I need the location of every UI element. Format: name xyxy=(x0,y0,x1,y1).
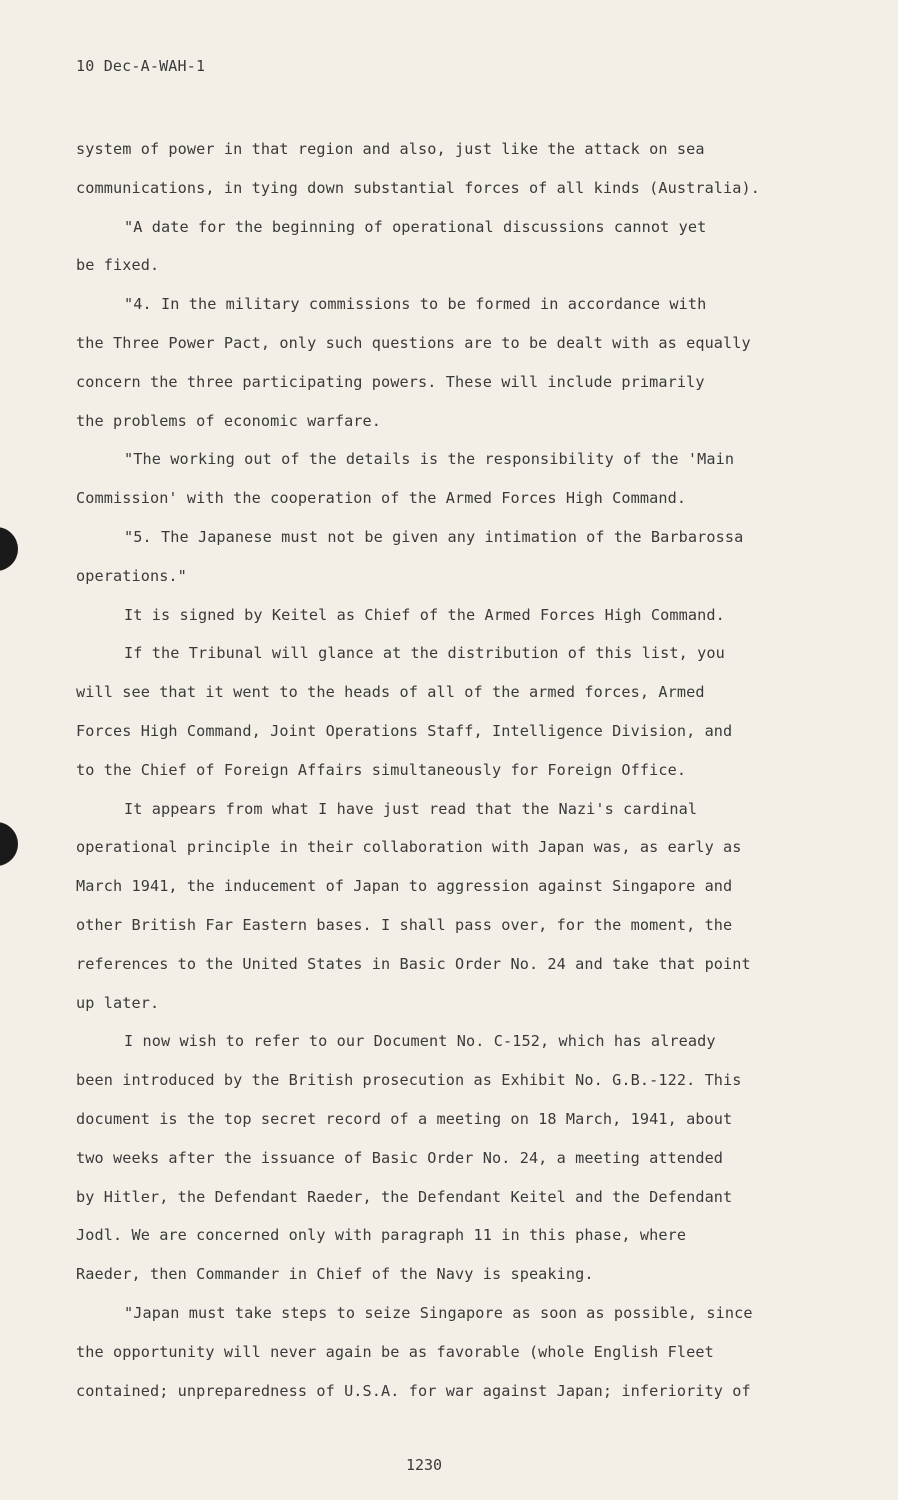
text-line: two weeks after the issuance of Basic Order No. 24, a meeting attended xyxy=(76,1148,724,1167)
text-line: been introduced by the British prosecution as Exhibit No. G.B.-122. This xyxy=(76,1071,742,1090)
text-line: the problems of economic warfare. xyxy=(76,411,382,430)
text-line: "A date for the beginning of operational discussions cannot yet xyxy=(124,217,707,236)
text-line: Forces High Command, Joint Operations Staff, Intelligence Division, and xyxy=(76,721,733,740)
text-line: references to the United States in Basic Order No. 24 and take that point xyxy=(76,954,751,973)
text-line: Commission' with the cooperation of the Armed Forces High Command. xyxy=(76,489,687,508)
text-line: Raeder, then Commander in Chief of the Navy is speaking. xyxy=(76,1265,594,1284)
text-line: to the Chief of Foreign Affairs simultaneously for Foreign Office. xyxy=(76,760,687,779)
text-line: contained; unpreparedness of U.S.A. for war against Japan; inferiority of xyxy=(76,1381,751,1400)
text-line: be fixed. xyxy=(76,256,160,275)
text-line: other British Far Eastern bases. I shall pass over, for the moment, the xyxy=(76,915,733,934)
text-line: operations." xyxy=(76,566,187,585)
punch-hole-lower xyxy=(0,822,18,866)
text-line: by Hitler, the Defendant Raeder, the Defendant Keitel and the Defendant xyxy=(76,1187,733,1206)
text-line: the Three Power Pact, only such questions are to be dealt with as equally xyxy=(76,333,751,352)
text-line: communications, in tying down substantial forces of all kinds (Australia). xyxy=(76,178,761,197)
text-line: the opportunity will never again be as favorable (whole English Fleet xyxy=(76,1342,714,1361)
text-line: system of power in that region and also, just like the attack on sea xyxy=(76,140,705,158)
text-line: March 1941, the inducement of Japan to aggression against Singapore and xyxy=(76,877,733,896)
text-line: document is the top secret record of a meeting on 18 March, 1941, about xyxy=(76,1109,733,1128)
text-line: "5. The Japanese must not be given any intimation of the Barbarossa xyxy=(124,527,744,546)
text-line: concern the three participating powers. These will include primarily xyxy=(76,372,705,391)
text-line: up later. xyxy=(76,993,160,1012)
text-line: It appears from what I have just read that the Nazi's cardinal xyxy=(124,799,698,818)
text-line: Jodl. We are concerned only with paragraph 11 in this phase, where xyxy=(76,1226,687,1245)
body-text xyxy=(76,130,806,1410)
text-line: will see that it went to the heads of all of the armed forces, Armed xyxy=(76,683,705,702)
text-line: If the Tribunal will glance at the distribution of this list, you xyxy=(124,644,725,663)
text-line: "4. In the military commissions to be formed in accordance with xyxy=(124,295,707,314)
page-number: 1230 xyxy=(405,1456,443,1474)
document-id: 10 Dec-A-WAH-1 xyxy=(76,57,206,75)
punch-hole-upper xyxy=(0,527,18,571)
text-line: It is signed by Keitel as Chief of the Armed Forces High Command. xyxy=(124,605,725,624)
text-line: "Japan must take steps to seize Singapore as soon as possible, since xyxy=(124,1303,753,1322)
text-line: operational principle in their collaboration with Japan was, as early as xyxy=(76,838,742,857)
text-line: I now wish to refer to our Document No. C-152, which has already xyxy=(124,1032,716,1051)
text-line: "The working out of the details is the responsibility of the 'Main xyxy=(124,450,735,469)
